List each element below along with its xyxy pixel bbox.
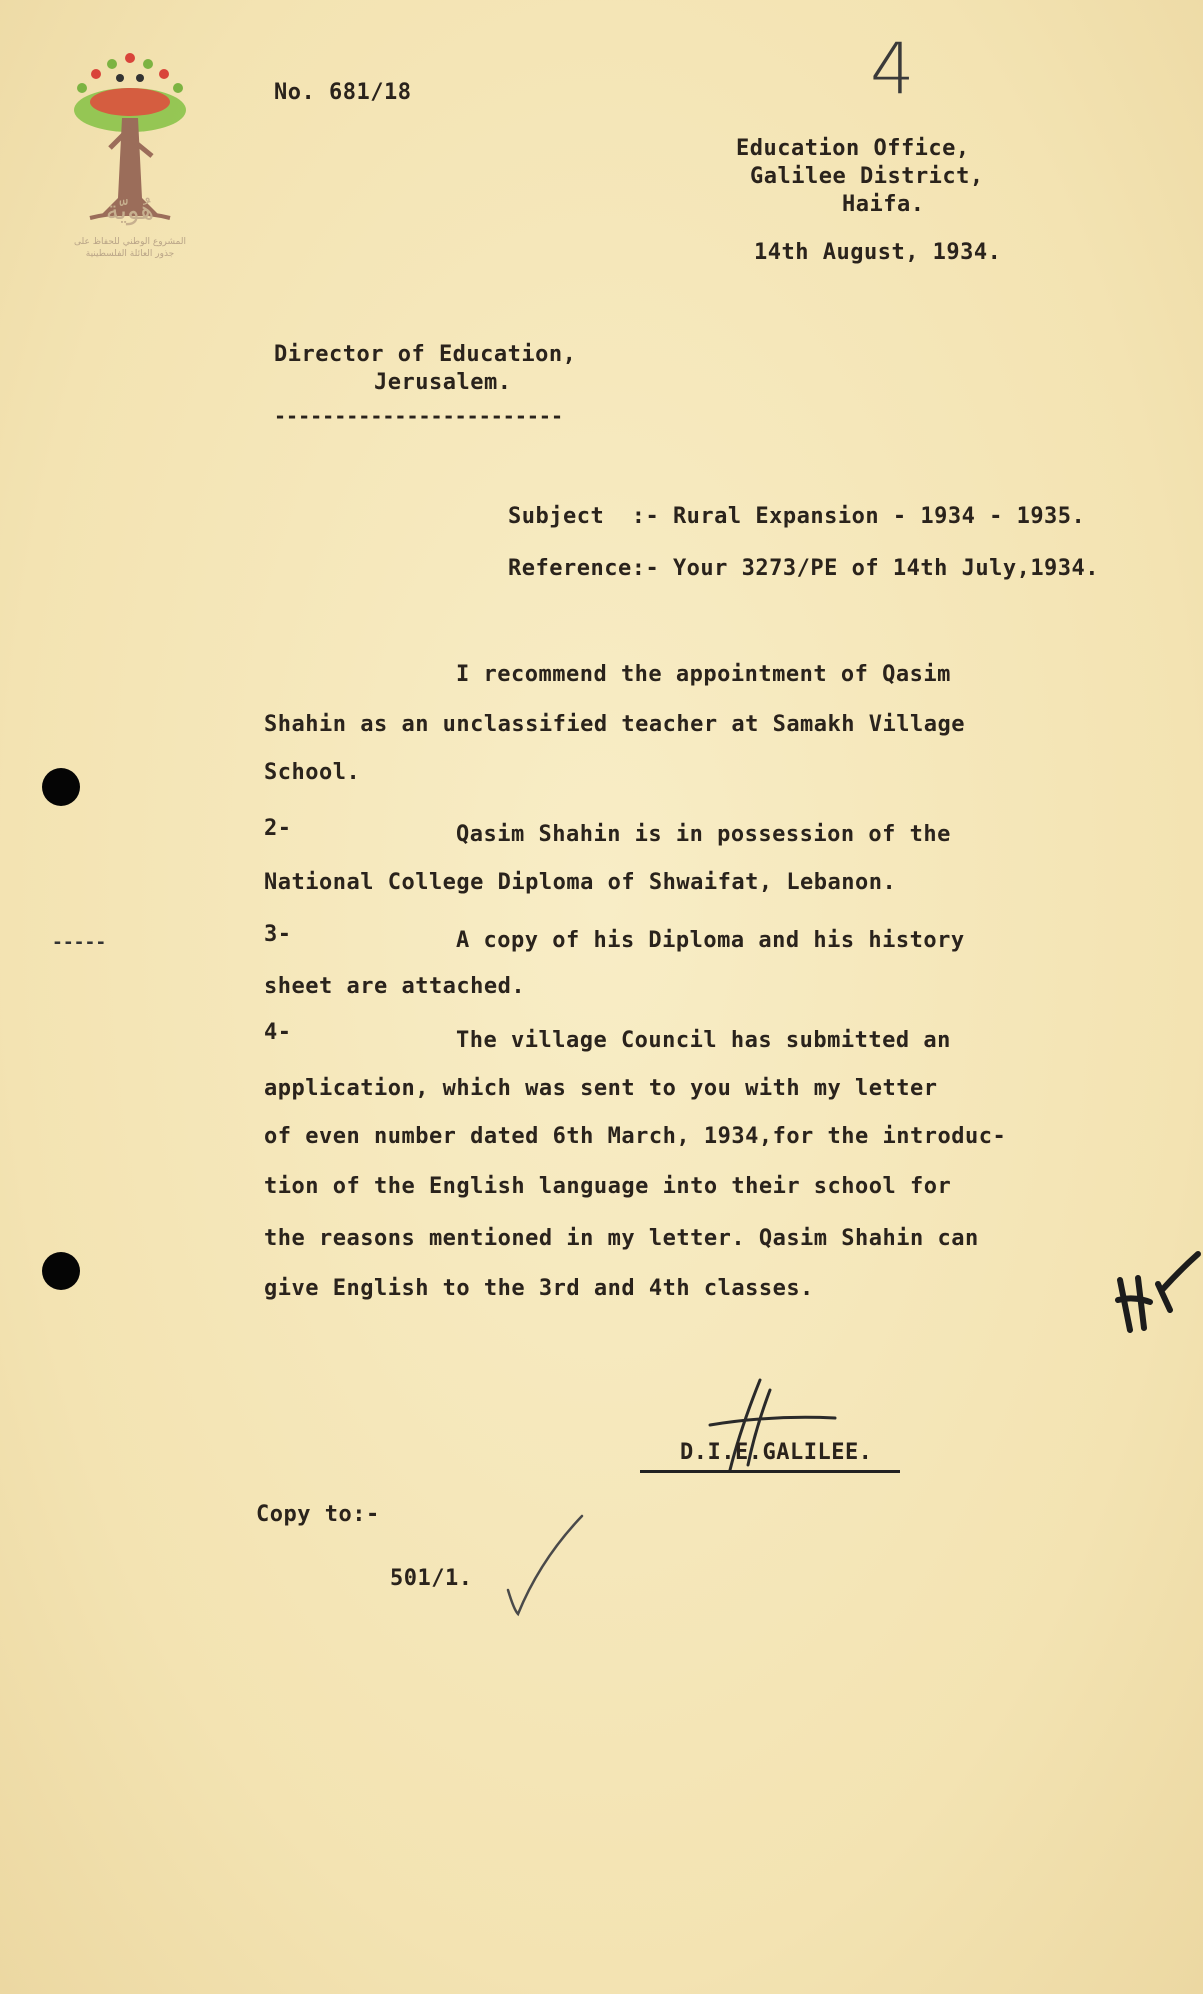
punch-hole-top [42, 768, 80, 806]
handwritten-page-number: 4 [870, 28, 915, 110]
subject-line: Subject :- Rural Expansion - 1934 - 1935. [508, 504, 1086, 529]
ink-blot-icon [1110, 1250, 1202, 1340]
body-p2-number: 2- [264, 816, 292, 841]
body-p4-line4: tion of the English language into their school for [264, 1174, 952, 1199]
logo-name: هُويّة [105, 196, 155, 226]
logo-caption-line1: المشروع الوطني للحفاظ على [73, 237, 186, 247]
margin-dashes: ----- [52, 932, 107, 953]
reference-line: Reference:- Your 3273/PE of 14th July,1934. [508, 556, 1100, 581]
reference-number: No. 681/18 [274, 80, 412, 105]
recipient-line2: Jerusalem. [374, 370, 512, 395]
letter-date: 14th August, 1934. [754, 240, 1002, 265]
punch-hole-bottom [42, 1252, 80, 1290]
sender-line3: Haifa. [842, 192, 925, 217]
recipient-line1: Director of Education, [274, 342, 577, 367]
body-p4-line5: the reasons mentioned in my letter. Qasim Shahin can [264, 1226, 979, 1251]
body-p1-line1: I recommend the appointment of Qasim [456, 662, 951, 687]
body-p4-number: 4- [264, 1020, 292, 1045]
body-p1-line3: School. [264, 760, 361, 785]
body-p4-line1: The village Council has submitted an [456, 1028, 951, 1053]
logo-caption [60, 236, 200, 260]
sender-line1: Education Office, [736, 136, 970, 161]
body-p2-line1: Qasim Shahin is in possession of the [456, 822, 951, 847]
sender-line2: Galilee District, [750, 164, 984, 189]
body-p2-line2: National College Diploma of Shwaifat, Lebanon. [264, 870, 897, 895]
body-p3-line1: A copy of his Diploma and his history [456, 928, 965, 953]
copy-to-label: Copy to:- [256, 1502, 380, 1527]
body-p1-line2: Shahin as an unclassified teacher at Samakh Village [264, 712, 966, 737]
logo-caption-line2: جذور العائلة الفلسطينية [85, 249, 175, 259]
body-p3-number: 3- [264, 922, 292, 947]
signature-block: D.I.E.GALILEE. [680, 1440, 873, 1465]
body-p4-line2: application, which was sent to you with my letter [264, 1076, 938, 1101]
body-p4-line3: of even number dated 6th March, 1934,for the introduc- [264, 1124, 1007, 1149]
signature-underline [640, 1470, 900, 1473]
body-p4-line6: give English to the 3rd and 4th classes. [264, 1276, 814, 1301]
recipient-underline: ------------------------ [274, 404, 563, 428]
body-p3-line2: sheet are attached. [264, 974, 526, 999]
check-mark-icon [500, 1510, 590, 1620]
copy-to-value: 501/1. [390, 1566, 473, 1591]
